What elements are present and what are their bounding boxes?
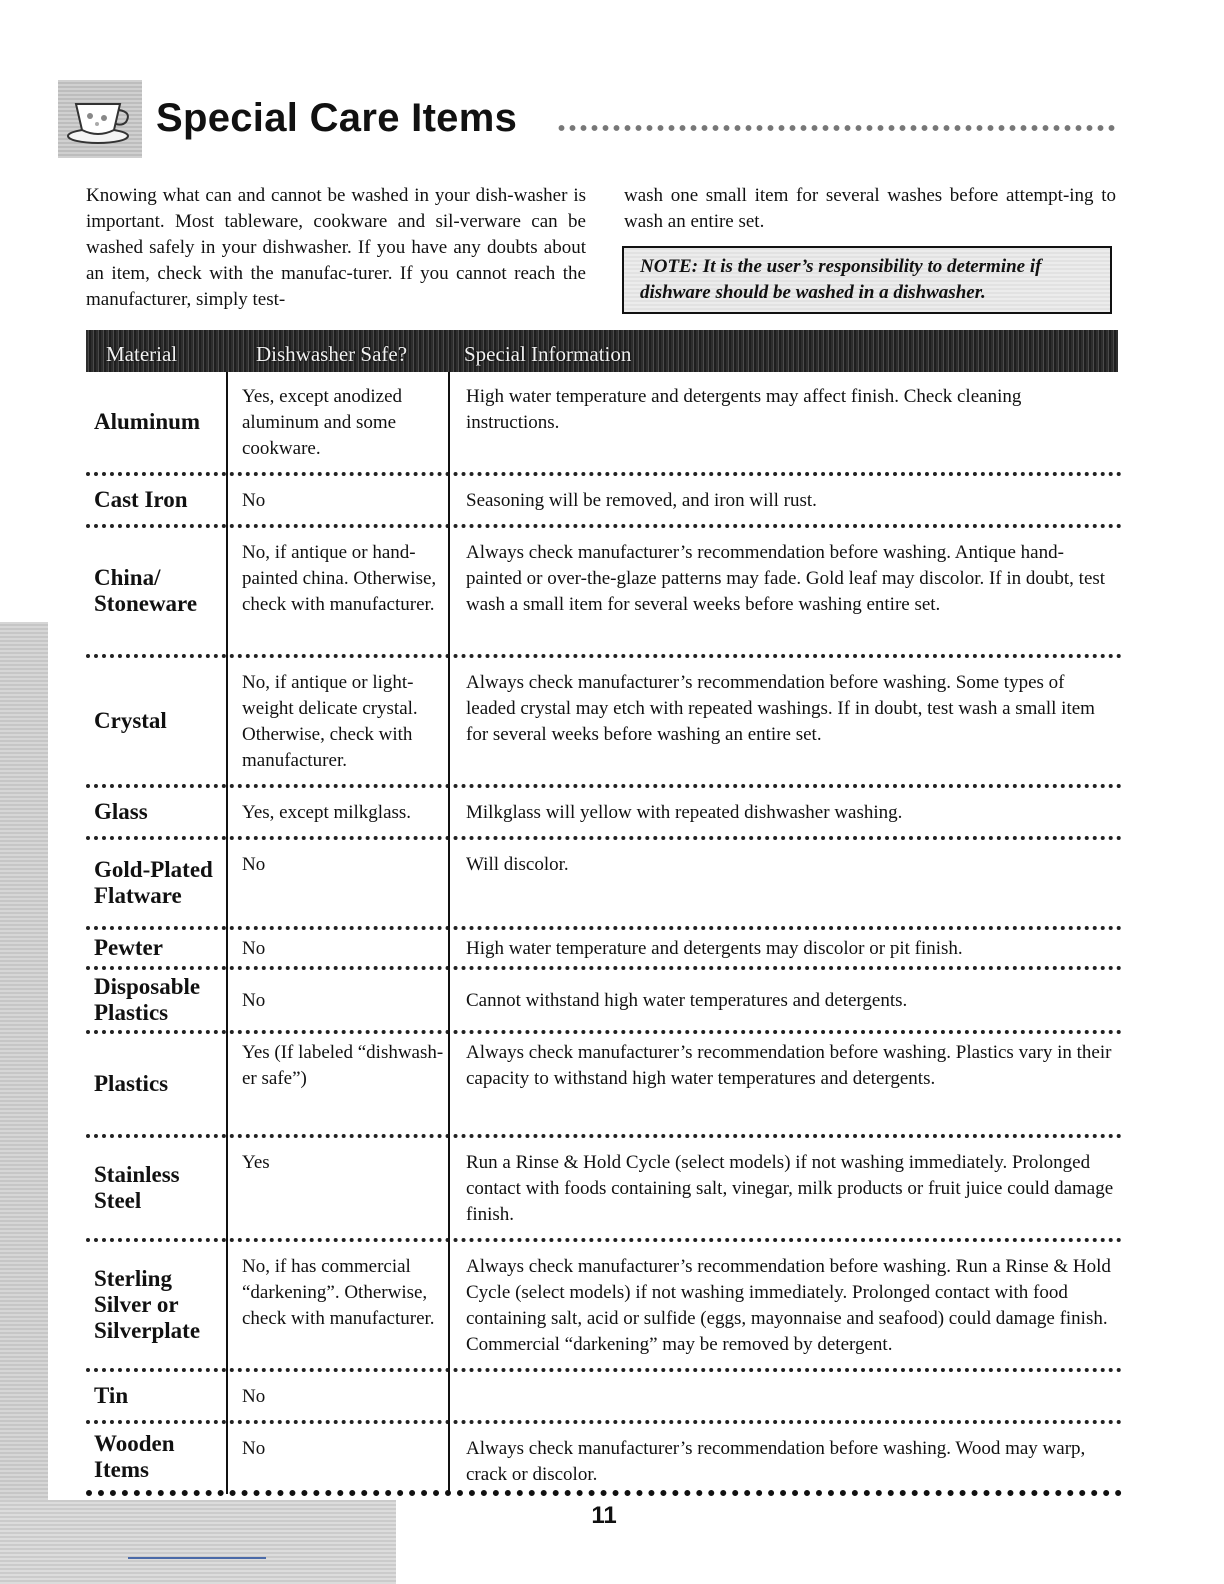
header-dishwasher-safe: Dishwasher Safe? xyxy=(256,342,408,366)
safe-cell: No, if antique or light-weight delicate crystal. Otherwise, check with manufacturer. xyxy=(242,672,418,771)
material-cell: China/ Stoneware xyxy=(94,565,198,616)
table-row xyxy=(86,788,1122,840)
info-cell: Seasoning will be removed, and iron will rust. xyxy=(466,490,817,511)
page-corner-line xyxy=(128,1557,266,1559)
page-corner-shading xyxy=(0,1500,396,1584)
page-title: Special Care Items xyxy=(156,96,518,140)
table-row xyxy=(86,658,1122,788)
table-row xyxy=(86,476,1122,528)
note-box: NOTE: It is the user’s responsibility to determine if dishware should be washed in a dishwasher. xyxy=(622,246,1112,314)
safe-cell: No, if has commercial “darkening”. Otherwise, check with manufacturer. xyxy=(242,1256,435,1329)
safe-cell: Yes, except anodized aluminum and some cookware. xyxy=(242,386,403,459)
material-cell: Plastics xyxy=(94,1071,169,1096)
safe-cell: No xyxy=(242,990,266,1011)
material-cell: Wooden Items xyxy=(94,1431,175,1482)
material-cell: Sterling Silver or Silverplate xyxy=(94,1266,201,1343)
safe-cell: Yes (If labeled “dishwash-er safe”) xyxy=(242,1042,444,1089)
header-material: Material xyxy=(106,342,178,366)
safe-cell: No xyxy=(242,854,266,875)
info-cell: Cannot withstand high water temperatures and detergents. xyxy=(466,990,908,1011)
safe-cell: Yes, except milkglass. xyxy=(242,802,412,823)
page-number: 11 xyxy=(591,1502,617,1529)
table-header xyxy=(86,330,1118,372)
info-cell: Milkglass will yellow with repeated dishwasher washing. xyxy=(466,802,903,823)
intro-paragraph-continued: wash one small item for several washes before attempt-ing to wash an entire set. xyxy=(624,185,1116,232)
table-row xyxy=(86,528,1122,658)
info-cell: Run a Rinse & Hold Cycle (select models) if not washing immediately. Prolonged contact with foods containing salt, vinegar, milk products or fruit juice could damage finish. xyxy=(466,1152,1114,1225)
info-cell: Always check manufacturer’s recommendation before washing. Run a Rinse & Hold Cycle (select models) if not washing immediately. Prolonged contact with food containing salt, acid or sulfide (eggs, mayonnaise and seafood) could damage finish. Commercial “darkening” may be removed by detergent. xyxy=(466,1256,1111,1355)
material-cell: Gold-Plated Flatware xyxy=(94,857,213,908)
section-header xyxy=(58,80,1128,160)
material-cell: Crystal xyxy=(94,708,167,733)
safe-cell: No xyxy=(242,938,266,959)
info-cell: Always check manufacturer’s recommendation before washing. Wood may warp, crack or discolor. xyxy=(466,1438,1086,1485)
safe-cell: No, if antique or hand-painted china. Otherwise, check with manufacturer. xyxy=(242,542,437,615)
info-cell: Always check manufacturer’s recommendation before washing. Some types of leaded crystal may etch with repeated washings. If in doubt, test wash a small item for several weeks before washing an entire set. xyxy=(466,672,1095,745)
table-row xyxy=(86,1034,1122,1138)
teacup-icon xyxy=(58,80,142,158)
safe-cell: No xyxy=(242,1386,266,1407)
info-cell: Will discolor. xyxy=(466,854,569,875)
table-row xyxy=(86,840,1122,930)
intro-paragraph: Knowing what can and cannot be washed in your dish-washer is important. Most tableware, cookware and sil-verware can be washed safely in your dishwasher. If you have any doubts about an item, check with the manufac-turer. If you cannot reach the manufacturer, simply test- xyxy=(86,185,586,310)
header-special-information: Special Information xyxy=(464,342,632,366)
material-cell: Aluminum xyxy=(94,409,201,434)
material-cell: Disposable Plastics xyxy=(94,974,201,1025)
table-row xyxy=(86,1138,1122,1242)
table-row xyxy=(86,1424,1122,1496)
material-cell: Glass xyxy=(94,799,148,824)
material-cell: Tin xyxy=(94,1383,129,1408)
page-margin-shading xyxy=(0,622,48,1584)
info-cell: Always check manufacturer’s recommendation before washing. Plastics vary in their capacity to withstand high water temperatures and detergents. xyxy=(466,1042,1112,1089)
care-table xyxy=(86,372,1122,1496)
info-cell: Always check manufacturer’s recommendation before washing. Antique hand-painted or over-the-glaze patterns may fade. Gold leaf may discolor. If in doubt, test wash a small item for several weeks before washing entire set. xyxy=(466,542,1106,615)
safe-cell: No xyxy=(242,490,266,511)
info-cell: High water temperature and detergents may discolor or pit finish. xyxy=(466,938,963,959)
safe-cell: No xyxy=(242,1438,266,1459)
material-cell: Stainless Steel xyxy=(94,1162,180,1213)
material-cell: Pewter xyxy=(94,935,163,960)
info-cell: High water temperature and detergents may affect finish. Check cleaning instructions. xyxy=(466,386,1022,433)
table-row xyxy=(86,372,1122,476)
table-row xyxy=(86,930,1122,970)
table-row xyxy=(86,1242,1122,1372)
table-row xyxy=(86,970,1122,1034)
material-cell: Cast Iron xyxy=(94,487,188,512)
safe-cell: Yes xyxy=(242,1152,270,1173)
table-row xyxy=(86,1372,1122,1424)
title-dot-leader xyxy=(558,124,1118,132)
